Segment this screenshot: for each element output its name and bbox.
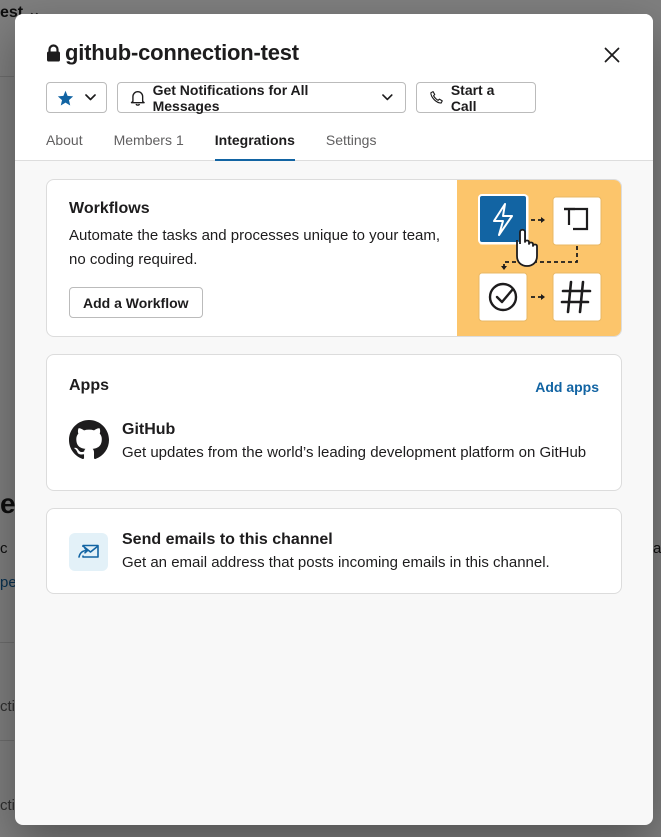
add-workflow-button[interactable]: Add a Workflow bbox=[69, 287, 203, 318]
apps-card bbox=[46, 354, 622, 491]
chevron-down-icon bbox=[85, 94, 96, 101]
app-name: GitHub bbox=[122, 421, 176, 438]
member-count: 1 bbox=[175, 132, 184, 148]
github-icon bbox=[69, 420, 109, 460]
phone-icon bbox=[429, 90, 444, 105]
workflows-description: Automate the tasks and processes unique to your team, no coding required. bbox=[69, 227, 441, 268]
tab-label: Settings bbox=[325, 132, 377, 148]
email-text bbox=[122, 529, 612, 575]
start-call-button[interactable] bbox=[416, 82, 536, 113]
tab-label: Members bbox=[113, 132, 172, 148]
bell-icon bbox=[130, 89, 146, 106]
start-call-label: Start a Call bbox=[450, 81, 495, 114]
tab-settings[interactable] bbox=[326, 132, 377, 161]
tab-bar bbox=[46, 132, 407, 161]
app-info bbox=[122, 419, 602, 465]
channel-title: github-connection-test bbox=[65, 40, 299, 65]
email-forward-icon bbox=[69, 533, 108, 571]
email-title: Send emails to this channel bbox=[122, 531, 333, 548]
workflows-text bbox=[69, 200, 449, 272]
chevron-down-icon bbox=[382, 94, 393, 101]
star-channel-button[interactable] bbox=[46, 82, 107, 113]
channel-actions bbox=[46, 82, 536, 113]
modal-header bbox=[15, 14, 653, 161]
app-item-github[interactable] bbox=[69, 419, 609, 465]
workflows-title: Workflows bbox=[69, 200, 150, 217]
tab-about[interactable] bbox=[46, 132, 83, 161]
workflows-card bbox=[46, 179, 622, 337]
workflow-illustration bbox=[457, 180, 621, 337]
tab-integrations[interactable] bbox=[215, 132, 295, 161]
app-description: Get updates from the world’s leading development platform on GitHub bbox=[122, 444, 587, 461]
channel-details-modal bbox=[15, 14, 653, 825]
notifications-button[interactable] bbox=[117, 82, 406, 113]
star-icon bbox=[57, 90, 74, 106]
notifications-label: Get Notifications for All Messages bbox=[152, 81, 309, 114]
tab-label: About bbox=[46, 132, 83, 148]
add-apps-link[interactable]: Add apps bbox=[535, 379, 599, 395]
workflow-diagram-icon bbox=[457, 180, 621, 337]
email-description: Get an email address that posts incoming emails in this channel. bbox=[122, 554, 550, 571]
tab-members[interactable] bbox=[114, 132, 184, 161]
lock-icon bbox=[46, 44, 61, 62]
tab-label: Integrations bbox=[214, 132, 295, 148]
channel-title-row bbox=[46, 40, 299, 66]
email-integration-card[interactable] bbox=[46, 508, 622, 594]
close-button[interactable] bbox=[601, 44, 623, 66]
close-icon bbox=[604, 47, 620, 63]
apps-title: Apps bbox=[69, 377, 109, 394]
